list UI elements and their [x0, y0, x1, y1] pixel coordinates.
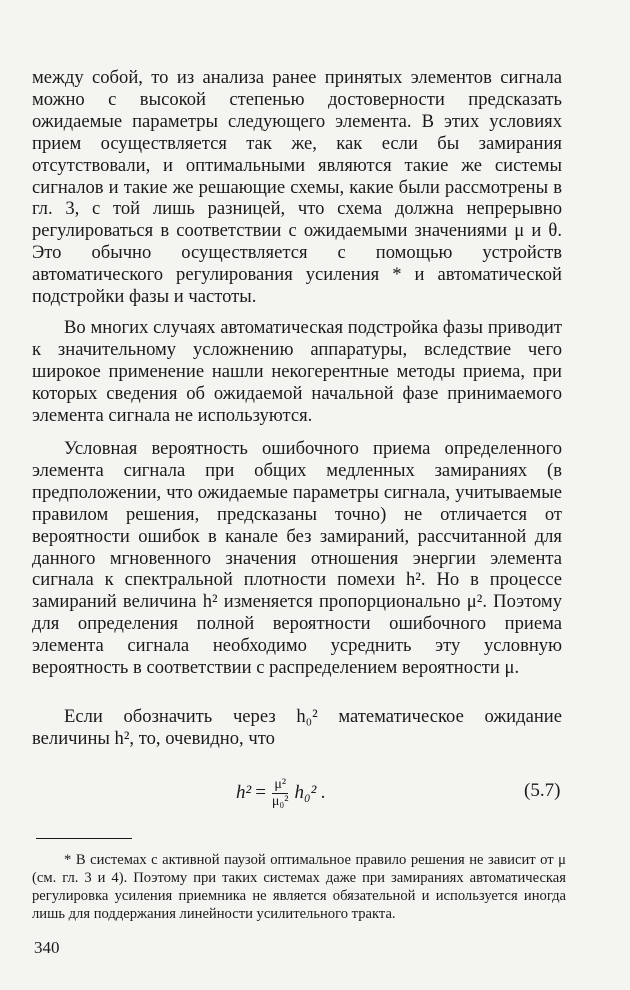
page-number: 340 [34, 938, 60, 957]
equation-equals: = [255, 782, 266, 803]
footnote-text: * В системах с активной паузой оптимальное правило решения не зависит от μ (см. гл. 3 и 4). Поэтому при таких системах даже при замираниях автоматическая регулировка усиления приемника не является обязательной и используется иногда лишь для поддержания линейности усилительного тракта. [32, 852, 566, 922]
fraction-numerator: μ² [274, 776, 287, 792]
equation-rhs: h₀² . [294, 782, 326, 803]
body-paragraph [32, 438, 562, 679]
equation [236, 768, 326, 818]
body-paragraph [32, 317, 562, 427]
equation-number: (5.7) [524, 780, 561, 801]
paragraph-text: между собой, то из анализа ранее принятых элементов сигнала можно с высокой степенью достоверности предсказать ожидаемые параметры следующего элемента. В этих условиях прием осуществляется так же, как если бы замирания отсутствовали, и оптимальными являются такие же системы сигналов и такие же решающие схемы, какие были рассмотрены в гл. 3, с той лишь разницей, что схема должна непрерывно регулироваться в соответствии с ожидаемыми значениями μ и θ. Это обычно осуществляется с помощью устройств автоматического регулирования усиления * и автоматической подстройки фазы и частоты. [32, 67, 562, 308]
footnote-divider [36, 838, 132, 839]
body-paragraph [32, 67, 562, 308]
paragraph-text: Условная вероятность ошибочного приема определенного элемента сигнала при общих медленных замираниях (в предположении, что ожидаемые параметры сигнала, учитываемые правилом решения, предсказаны точно) не отличается от вероятности ошибок в канале без замираний, рассчитанной для данного мгновенного значения отношения энергии элемента сигнала к спектральной плотности помехи h². Но в процессе замираний величина h² изменяется пропорционально μ². Поэтому для определения полной вероятности ошибочного приема элемента сигнала необходимо усреднить эту условную вероятность в соответствии с распределением вероятности μ. [32, 438, 562, 679]
body-paragraph [32, 706, 562, 750]
fraction-denominator: μ₀² [271, 793, 289, 809]
footnote [32, 851, 566, 923]
paragraph-text: Во многих случаях автоматическая подстройка фазы приводит к значительному усложнению аппаратуры, вследствие чего широкое применение нашли некогерентные методы приема, при которых сведения об ожидаемой начальной фазе принимаемого элемента сигнала не используются. [32, 317, 562, 426]
paragraph-text: Если обозначить через h₀² математическое ожидание величины h², то, очевидно, что [32, 706, 562, 749]
equation-fraction [272, 777, 289, 810]
equation-lhs: h² [236, 782, 252, 803]
